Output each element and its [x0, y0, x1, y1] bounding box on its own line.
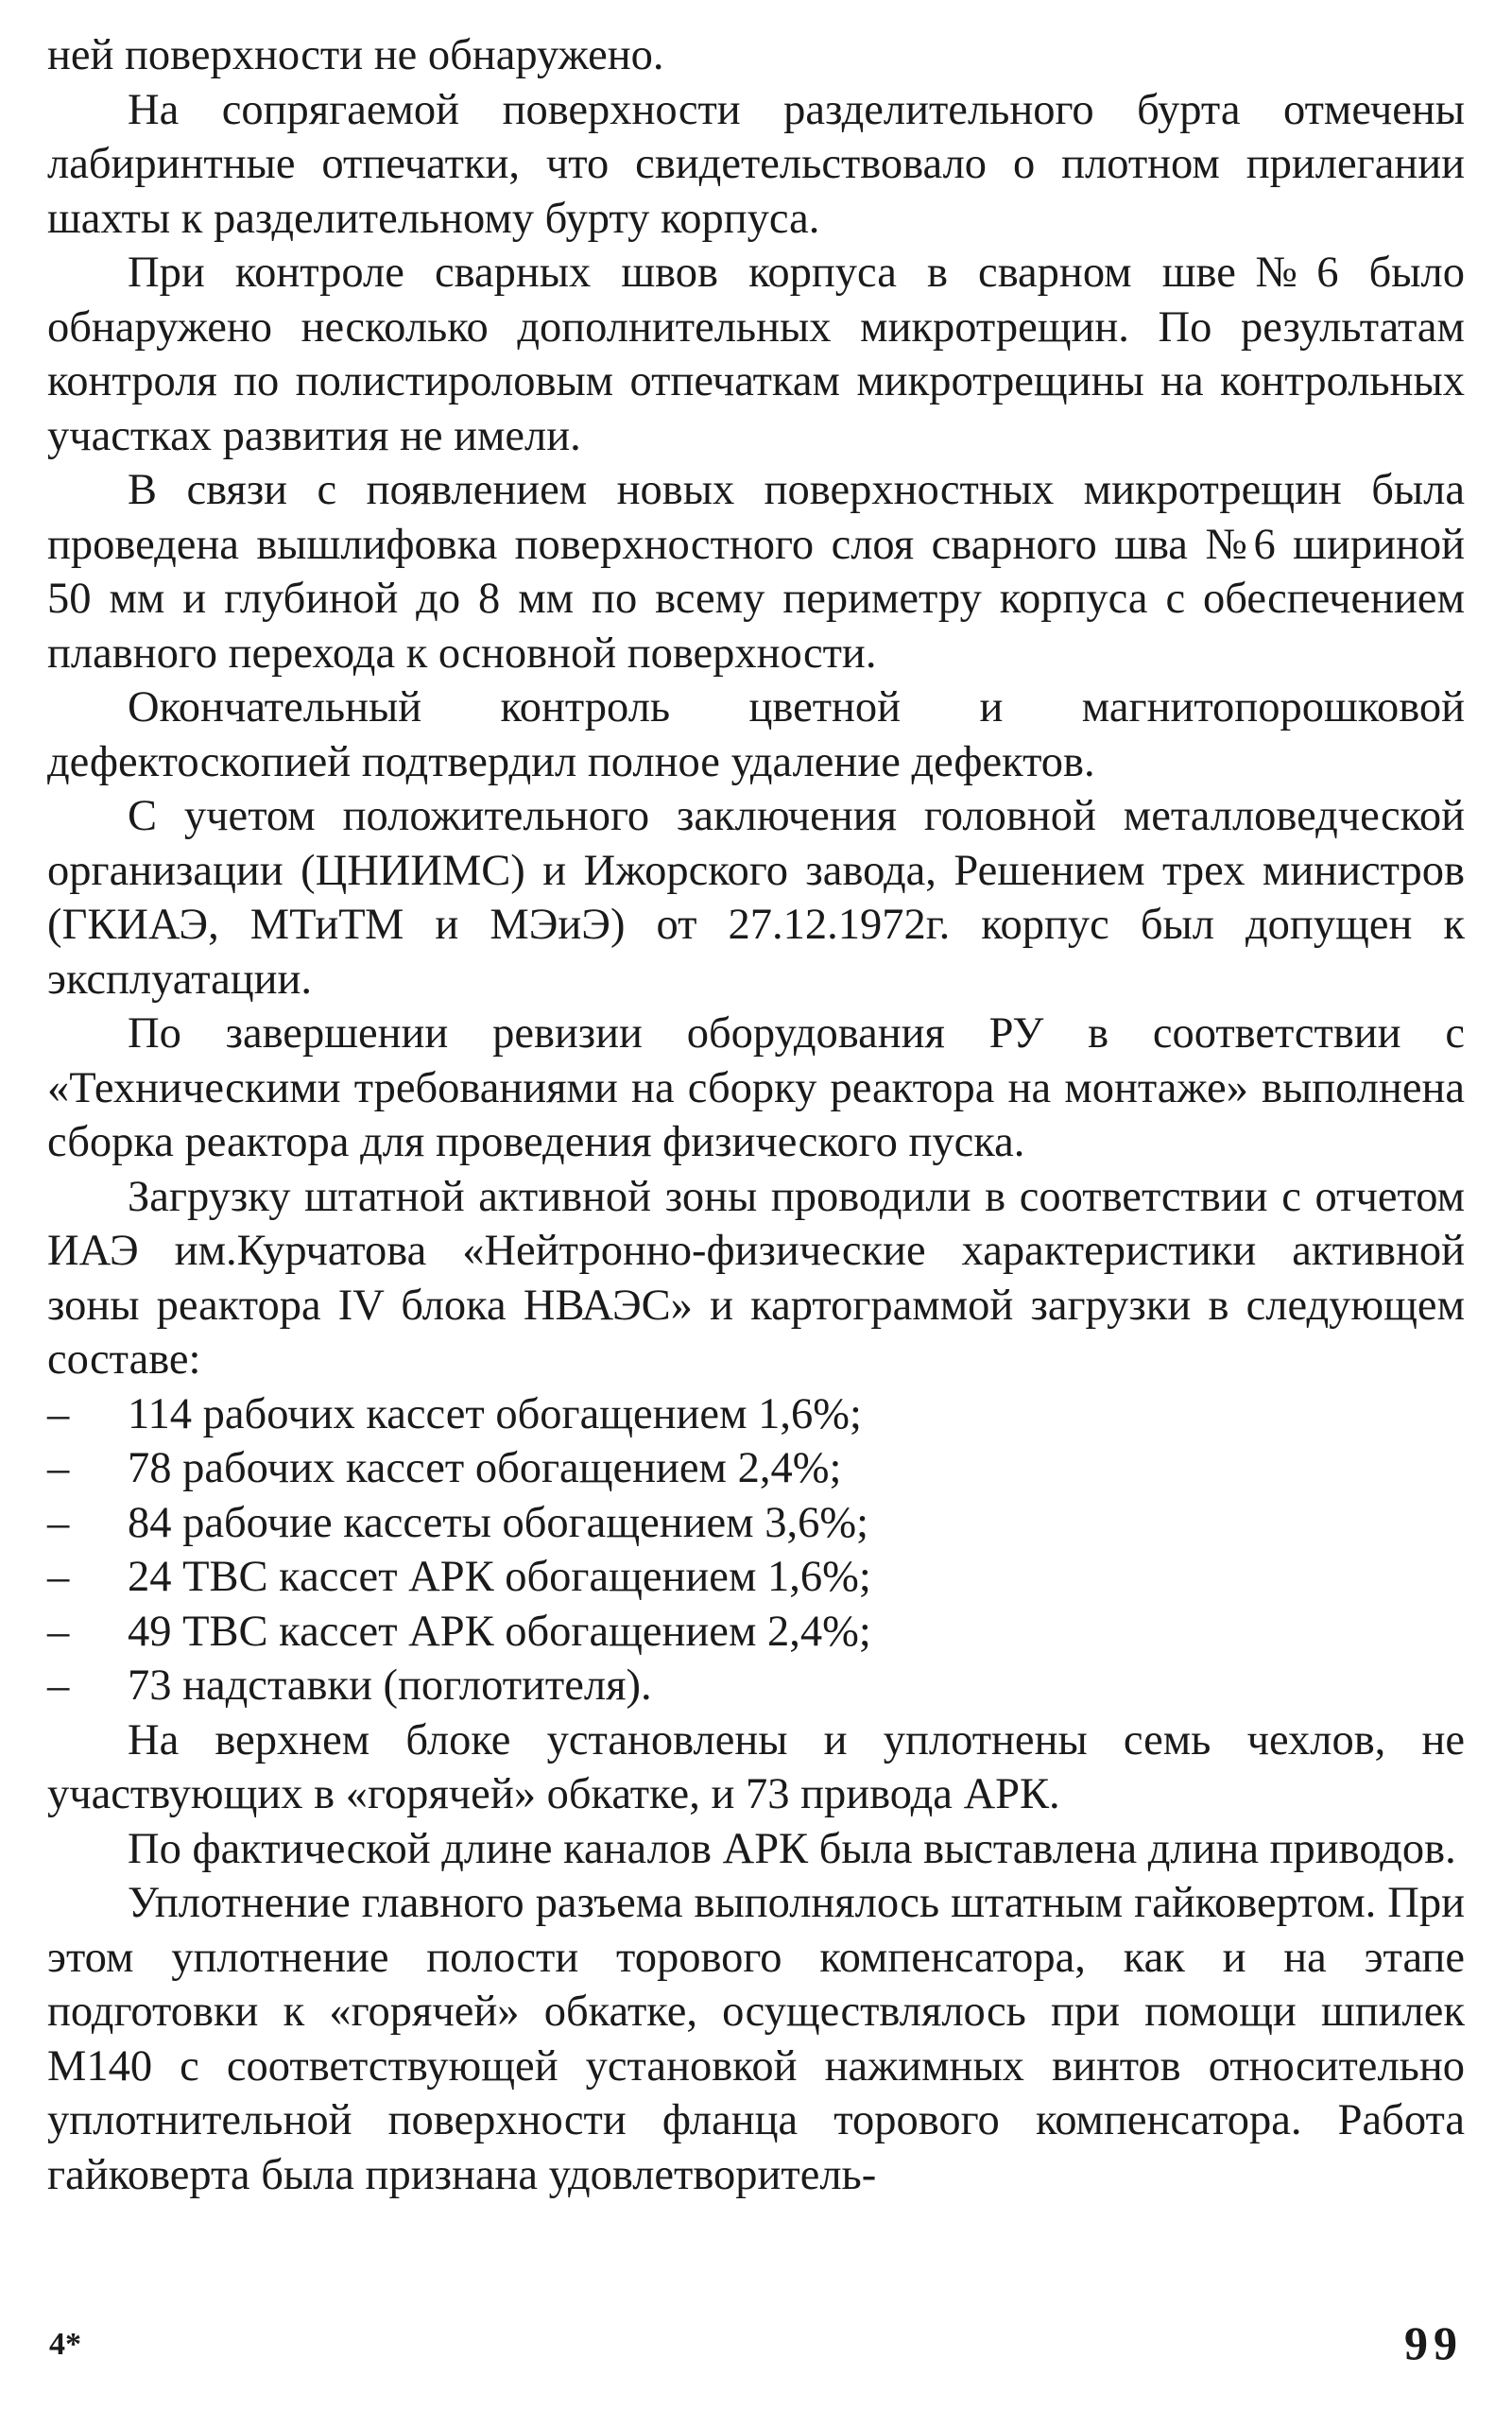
paragraph-continuation: ней поверхности не обнаружено.	[47, 31, 664, 79]
paragraph-labyrinth-prints: На сопрягаемой поверхности разделительного бурта отмечены лабиринтные отпечатки, что свидетельствовало о плотном прилегании шахты к разделительному бурту корпуса.	[47, 85, 1465, 243]
list-item-text: 24 ТВС кассет АРК обогащением 1,6%;	[128, 1553, 871, 1601]
paragraph-grinding: В связи с появлением новых поверхностных микротрещин была проведена вышлифовка поверхностного слоя сварного шва №6 шириной 50 мм и глубиной до 8 мм по всему периметру корпуса с обеспечением плавного перехода к основной поверхности.	[47, 466, 1465, 678]
page-number: 99	[1404, 2316, 1463, 2369]
paragraph-covers-installed: На верхнем блоке установлены и уплотнены семь чехлов, не участвующих в «горячей» обкатке, и 73 привода АРК.	[47, 1715, 1465, 1818]
list-dash: –	[47, 1607, 70, 1656]
page-body	[47, 28, 1465, 2202]
paragraph-core-loading: Загрузку штатной активной зоны проводили в соответствии с отчетом ИАЭ им.Курчатова «Нейтронно-физические характеристики активной зоны реактора IV блока НВАЭС» и картограммой загрузки в следующем составе:	[47, 1172, 1465, 1384]
list-dash: –	[47, 1661, 70, 1710]
list-item-text: 78 рабочих кассет обогащением 2,4%;	[128, 1444, 842, 1492]
list-item	[47, 1441, 1465, 1496]
list-item	[47, 1387, 1465, 1442]
list-dash: –	[47, 1444, 70, 1492]
paragraph-final-control: Окончательный контроль цветной и магнитопорошковой дефектоскопией подтвердил полное удаление дефектов.	[47, 683, 1465, 786]
list-dash: –	[47, 1498, 70, 1547]
list-item-text: 49 ТВС кассет АРК обогащением 2,4%;	[128, 1607, 871, 1656]
list-dash: –	[47, 1553, 70, 1601]
loading-list	[47, 1387, 1465, 1713]
paragraph-reactor-assembly: По завершении ревизии оборудования РУ в соответствии с «Техническими требованиями на сборку реактора на монтаже» выполнена сборка реактора для проведения физического пуска.	[47, 1009, 1465, 1166]
list-item-text: 73 надставки (поглотителя).	[128, 1661, 652, 1710]
list-item-text: 84 рабочие кассеты обогащением 3,6%;	[128, 1498, 869, 1547]
signature-mark: 4*	[49, 2327, 81, 2362]
list-item	[47, 1605, 1465, 1660]
paragraph-weld-inspection: При контроле сварных швов корпуса в сварном шве№6 было обнаружено несколько дополнительных микротрещин. По результатам контроля по полистироловым отпечаткам микротрещины на контрольных участках развития не имели.	[47, 249, 1465, 460]
list-item-text: 114 рабочих кассет обогащением 1,6%;	[128, 1389, 862, 1438]
list-item	[47, 1550, 1465, 1605]
list-item	[47, 1659, 1465, 1713]
paragraph-drive-length: По фактической длине каналов АРК была выставлена длина приводов.	[128, 1824, 1456, 1873]
list-dash: –	[47, 1389, 70, 1438]
paragraph-ministers-decision: С учетом положительного заключения головной металловедческой организации (ЦНИИМС) и Ижорского завода, Решением трех министров (ГКИАЭ, МТиТМ и МЭиЭ) от 27.12.1972г. корпус был допущен к эксплуатации.	[47, 792, 1465, 1004]
paragraph-main-joint-sealing: Уплотнение главного разъема выполнялось штатным гайковертом. При этом уплотнение полости торового компенсатора, как и на этапе подготовки к «горячей» обкатке, осуществлялось при помощи шпилек М140 с соответствующей установкой нажимных винтов относительно уплотнительной поверхности фланца торового компенсатора. Работа гайковерта была признана удовлетворитель-	[47, 1879, 1465, 2199]
list-item	[47, 1496, 1465, 1551]
